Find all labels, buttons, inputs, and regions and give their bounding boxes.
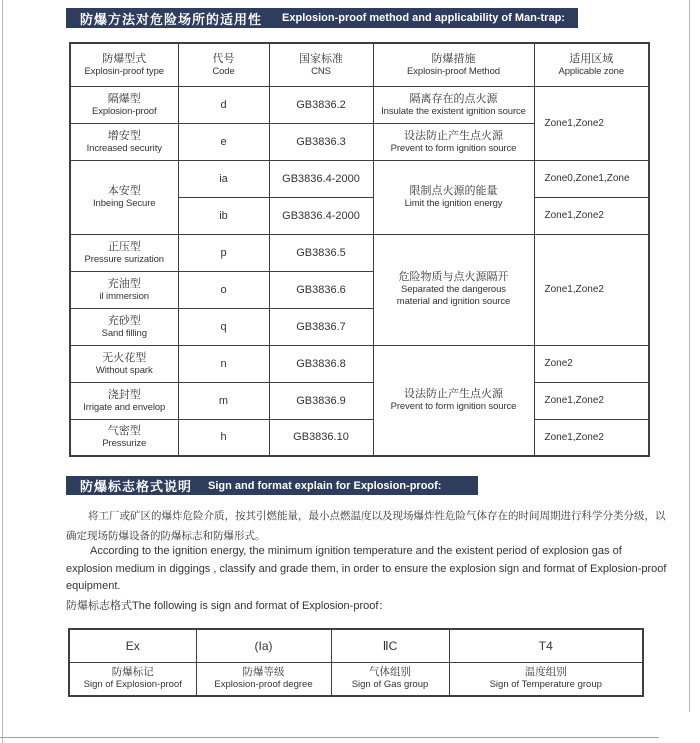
format-label-degree: 防爆等级 Explosion-proof degree	[196, 662, 331, 696]
paragraph-en-line3: equipment.	[66, 580, 121, 592]
format-code-t4: T4	[449, 629, 643, 662]
format-labels-row	[69, 662, 643, 696]
header-code: 代号 Code	[178, 43, 269, 86]
type-cell: 无火花型 Without spark	[70, 345, 178, 382]
format-lead-text: 防爆标志格式The following is sign and format of Explosion-proof：	[66, 600, 390, 612]
standard-cell: GB3836.6	[269, 271, 373, 308]
format-label-gas: 气体组别 Sign of Gas group	[331, 662, 449, 696]
standard-cell: GB3836.4-2000	[269, 197, 373, 234]
zone-cell: Zone1,Zone2	[534, 382, 649, 419]
page-edge-left	[2, 0, 3, 743]
paragraph-zh-line2: 确定现场防爆设备的防爆标志和防爆形式。	[66, 530, 266, 542]
table-row-ia	[70, 160, 649, 197]
method-cell: 设法防止产生点火源 Prevent to form ignition source	[373, 123, 534, 160]
header-zone: 适用区域 Applicable zone	[534, 43, 649, 86]
section1-title-bar	[66, 8, 578, 28]
header-method: 防爆措施 Explosin-proof Method	[373, 43, 534, 86]
type-cell: 浇封型 Irrigate and envelop	[70, 382, 178, 419]
method-cell: 设法防止产生点火源 Prevent to form ignition source	[373, 345, 534, 456]
type-cell: 气密型 Pressurize	[70, 419, 178, 456]
header-cns: 国家标准 CNS	[269, 43, 373, 86]
standard-cell: GB3836.5	[269, 234, 373, 271]
standard-cell: GB3836.8	[269, 345, 373, 382]
standard-cell: GB3836.7	[269, 308, 373, 345]
table-row-h	[70, 419, 649, 456]
code-cell: ia	[178, 160, 269, 197]
format-code-ia: (Ia)	[196, 629, 331, 662]
type-cell: 本安型 Inbeing Secure	[70, 160, 178, 234]
header-type: 防爆型式 Explosin-proof type	[70, 43, 178, 86]
paragraph-en-line1: According to the ignition energy, the minimum ignition temperature and the existent period of explosion gas of	[90, 545, 622, 557]
format-label-temp: 温度组别 Sign of Temperature group	[449, 662, 643, 696]
section2-title-en: Sign and format explain for Explosion-proof:	[208, 479, 442, 492]
table-row-n	[70, 345, 649, 382]
zone-cell: Zone1,Zone2	[534, 234, 649, 345]
table-row-m	[70, 382, 649, 419]
format-label-sign: 防爆标记 Sign of Explosion-proof	[69, 662, 196, 696]
zone-cell: Zone1,Zone2	[534, 86, 649, 160]
zone-cell: Zone1,Zone2	[534, 197, 649, 234]
format-code-ex: Ex	[69, 629, 196, 662]
section1-title-en: Explosion-proof method and applicability of Man-trap:	[282, 12, 565, 24]
code-cell: o	[178, 271, 269, 308]
standard-cell: GB3836.9	[269, 382, 373, 419]
type-cell: 隔爆型 Explosion-proof	[70, 86, 178, 123]
page-edge-bottom	[0, 737, 659, 738]
standard-cell: GB3836.10	[269, 419, 373, 456]
table-row-p	[70, 234, 649, 271]
method-cell: 限制点火源的能量 Limit the ignition energy	[373, 160, 534, 234]
code-cell: h	[178, 419, 269, 456]
sign-format-table	[68, 628, 644, 697]
paragraph-zh-line1: 将工厂或矿区的爆炸危险介质，按其引燃能量，最小点燃温度以及现场爆炸性危险气体存在的时间周期进行科学分类分级，以	[88, 510, 666, 522]
standard-cell: GB3836.2	[269, 86, 373, 123]
code-cell: e	[178, 123, 269, 160]
code-cell: n	[178, 345, 269, 382]
code-cell: ib	[178, 197, 269, 234]
method-cell: 隔离存在的点火源 Insulate the existent ignition source	[373, 86, 534, 123]
section2-title-bar	[66, 476, 478, 495]
explosion-proof-table	[69, 42, 650, 457]
code-cell: q	[178, 308, 269, 345]
standard-cell: GB3836.4-2000	[269, 160, 373, 197]
zone-cell: Zone2	[534, 345, 649, 382]
zone-cell: Zone0,Zone1,Zone	[534, 160, 649, 197]
type-cell: 正压型 Pressure surization	[70, 234, 178, 271]
type-cell: 充砂型 Sand filling	[70, 308, 178, 345]
code-cell: m	[178, 382, 269, 419]
section2-title-zh: 防爆标志格式说明	[80, 479, 193, 494]
zone-cell: Zone1,Zone2	[534, 419, 649, 456]
table-row-d	[70, 86, 649, 123]
method-cell: 危险物质与点火源隔开 Separated the dangerous material and ignition source	[373, 234, 534, 345]
paragraph-en	[66, 543, 667, 596]
paragraph-en-line2: explosion medium in diggings , classify and grade them, in order to ensure the explosion sign and format of Explosion-proof	[66, 562, 667, 575]
paragraph-zh	[66, 506, 666, 546]
standard-cell: GB3836.3	[269, 123, 373, 160]
code-cell: d	[178, 86, 269, 123]
format-codes-row	[69, 629, 643, 662]
table-header-row	[70, 43, 649, 86]
type-cell: 增安型 Increased security	[70, 123, 178, 160]
code-cell: p	[178, 234, 269, 271]
section1-title-zh: 防爆方法对危险场所的适用性	[80, 11, 263, 27]
type-cell: 充油型 il immersion	[70, 271, 178, 308]
page-edge-right	[689, 0, 690, 712]
format-code-iic: ⅡC	[331, 629, 449, 662]
